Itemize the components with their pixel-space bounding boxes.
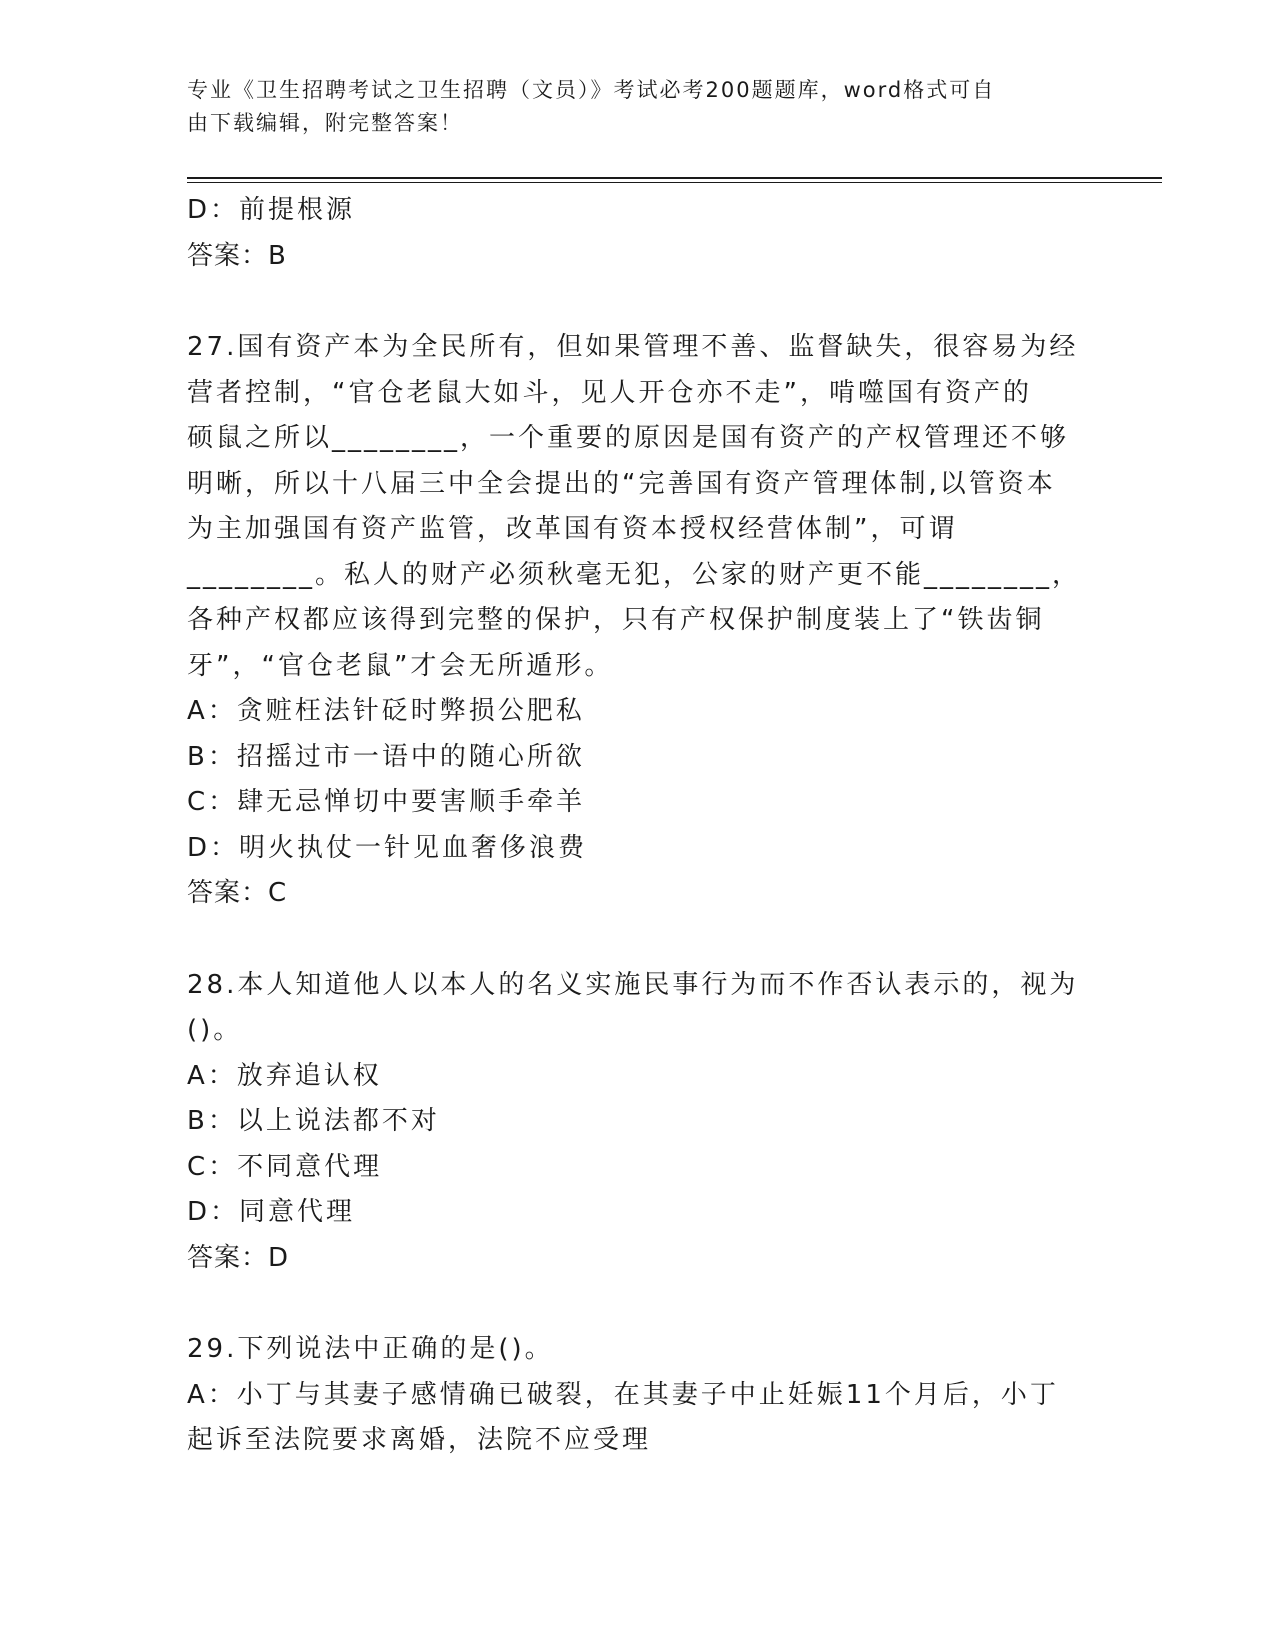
option-d: D：明火执仗一针见血奢侈浪费 bbox=[187, 832, 588, 863]
option-a: A：放弃追认权 bbox=[187, 1060, 382, 1091]
option-c: C：不同意代理 bbox=[187, 1151, 383, 1182]
option-d: D：同意代理 bbox=[187, 1197, 356, 1227]
page-header bbox=[187, 74, 1087, 140]
question-text: ()。 bbox=[187, 1015, 243, 1045]
header-divider bbox=[187, 182, 1162, 183]
question-text: 29.下列说法中正确的是()。 bbox=[187, 1334, 554, 1364]
document-body bbox=[187, 188, 1087, 1464]
spacer bbox=[187, 279, 1087, 325]
answer-line: 答案：B bbox=[187, 240, 287, 271]
option-d: D：前提根源 bbox=[187, 195, 356, 225]
answer-line: 答案：C bbox=[187, 878, 288, 908]
question-text: 28.本人知道他人以本人的名义实施民事行为而不作否认表示的，视为 bbox=[187, 969, 1079, 1000]
option-b: B：招摇过市一语中的随心所欲 bbox=[187, 741, 585, 772]
question-text: 各种产权都应该得到完整的保护，只有产权保护制度装上了“铁齿铜 bbox=[187, 605, 1045, 635]
option-a: 起诉至法院要求离婚，法院不应受理 bbox=[187, 1425, 652, 1455]
question-29 bbox=[187, 1327, 1087, 1464]
option-a: A：贪赃枉法针砭时弊损公肥私 bbox=[187, 696, 585, 726]
question-text: 牙”，“官仓老鼠”才会无所遁形。 bbox=[187, 650, 614, 681]
header-line: 专业《卫生招聘考试之卫生招聘（文员）》考试必考200题题库，word格式可自 bbox=[187, 78, 996, 102]
answer-line: 答案：D bbox=[187, 1242, 290, 1273]
question-text: 明晰，所以十八届三中全会提出的“完善国有资产管理体制,以管资本 bbox=[187, 468, 1056, 499]
spacer bbox=[187, 917, 1087, 963]
question-text: 营者控制，“官仓老鼠大如斗，见人开仓亦不走”，啃噬国有资产的 bbox=[187, 377, 1032, 408]
option-a: A：小丁与其妻子感情确已破裂，在其妻子中止妊娠11个月后，小丁 bbox=[187, 1379, 1059, 1410]
question-28 bbox=[187, 963, 1087, 1282]
header-line: 由下载编辑，附完整答案！ bbox=[187, 111, 463, 135]
option-c: C：肆无忌惮切中要害顺手牵羊 bbox=[187, 787, 586, 817]
spacer bbox=[187, 1281, 1087, 1327]
question-text: 为主加强国有资产监管，改革国有资本授权经营体制”，可谓 bbox=[187, 514, 958, 544]
option-b: B：以上说法都不对 bbox=[187, 1106, 440, 1136]
question-text: 硕鼠之所以________，一个重要的原因是国有资产的产权管理还不够 bbox=[187, 423, 1070, 453]
question-27 bbox=[187, 325, 1087, 917]
document-page bbox=[187, 0, 1162, 1650]
header-divider bbox=[187, 177, 1162, 179]
question-text: ________。私人的财产必须秋毫无犯，公家的财产更不能________， bbox=[187, 559, 1082, 590]
question-text: 27.国有资产本为全民所有，但如果管理不善、监督缺失，很容易为经 bbox=[187, 332, 1079, 362]
